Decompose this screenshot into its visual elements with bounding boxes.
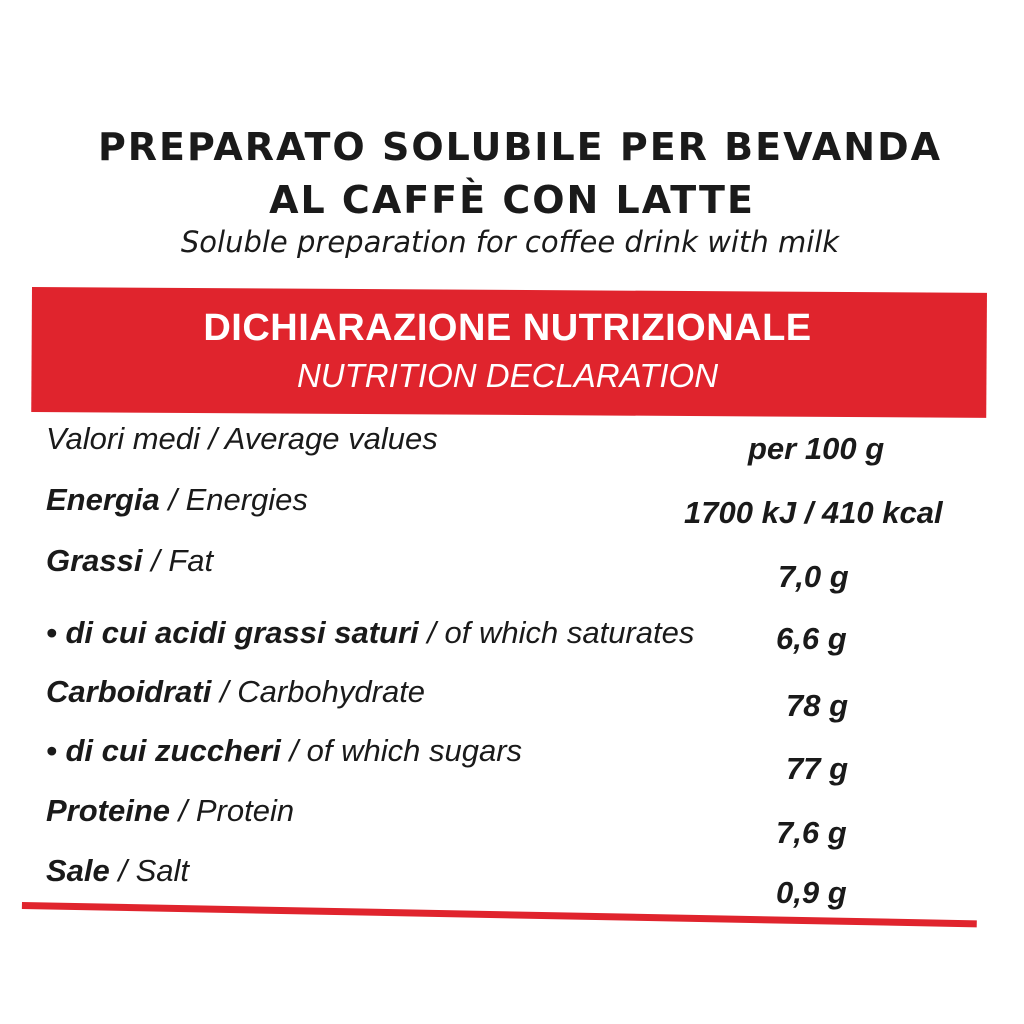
table-row-salt [46,849,976,910]
row-value: 7,0 g [778,559,849,594]
row-label-it: • di cui acidi grassi saturi [46,615,419,650]
row-value: 77 g [786,751,849,786]
row-label-en: / Protein [178,793,295,828]
row-label-it: Grassi [46,543,143,578]
row-label-it: Proteine [46,793,171,828]
row-label [46,539,213,583]
row-value: 7,6 g [776,815,847,850]
row-label-en: / Energies [168,482,308,517]
row-value: 78 g [786,688,849,723]
row-label [46,789,294,833]
nutrition-title-it: DICHIARAZIONE NUTRIZIONALE [203,307,812,349]
table-row-sugars [46,729,976,786]
table-row-saturates [46,611,976,655]
table-row-protein [46,789,976,850]
row-label-en: / of which sugars [289,733,523,768]
row-label-it: Energia [46,482,160,517]
row-label-en: / Salt [118,853,190,888]
row-label [46,849,189,893]
row-label-it: • di cui zuccheri [46,733,281,768]
nutrition-title-en: NUTRITION DECLARATION [296,357,719,394]
table-row-average-values [46,417,976,466]
row-value: 0,9 g [776,875,847,910]
table-row-carbohydrate [46,670,976,723]
row-label [46,611,694,655]
product-title-line-1: PREPARATO SOLUBILE PER BEVANDA [97,125,943,169]
row-label-en: / Carbohydrate [219,674,426,709]
row-label-en: / Average values [208,421,438,456]
row-label-it: Carboidrati [46,674,212,709]
row-label-en: / of which saturates [427,615,695,650]
table-row-fat [46,539,976,594]
row-label-it: Sale [46,853,110,888]
row-value: per 100 g [748,431,885,466]
row-label-en: / Fat [151,543,214,578]
row-label-it: Valori medi [46,421,200,456]
row-label [46,670,425,714]
row-label [46,729,522,773]
product-subtitle: Soluble preparation for coffee drink with milk [180,225,840,259]
row-value: 6,6 g [776,621,847,656]
table-row-energy [46,478,976,530]
row-label [46,478,308,522]
row-label [46,417,438,461]
row-value: 1700 kJ / 410 kcal [684,495,943,530]
product-title-line-2: AL CAFFÈ CON LATTE [269,178,755,222]
